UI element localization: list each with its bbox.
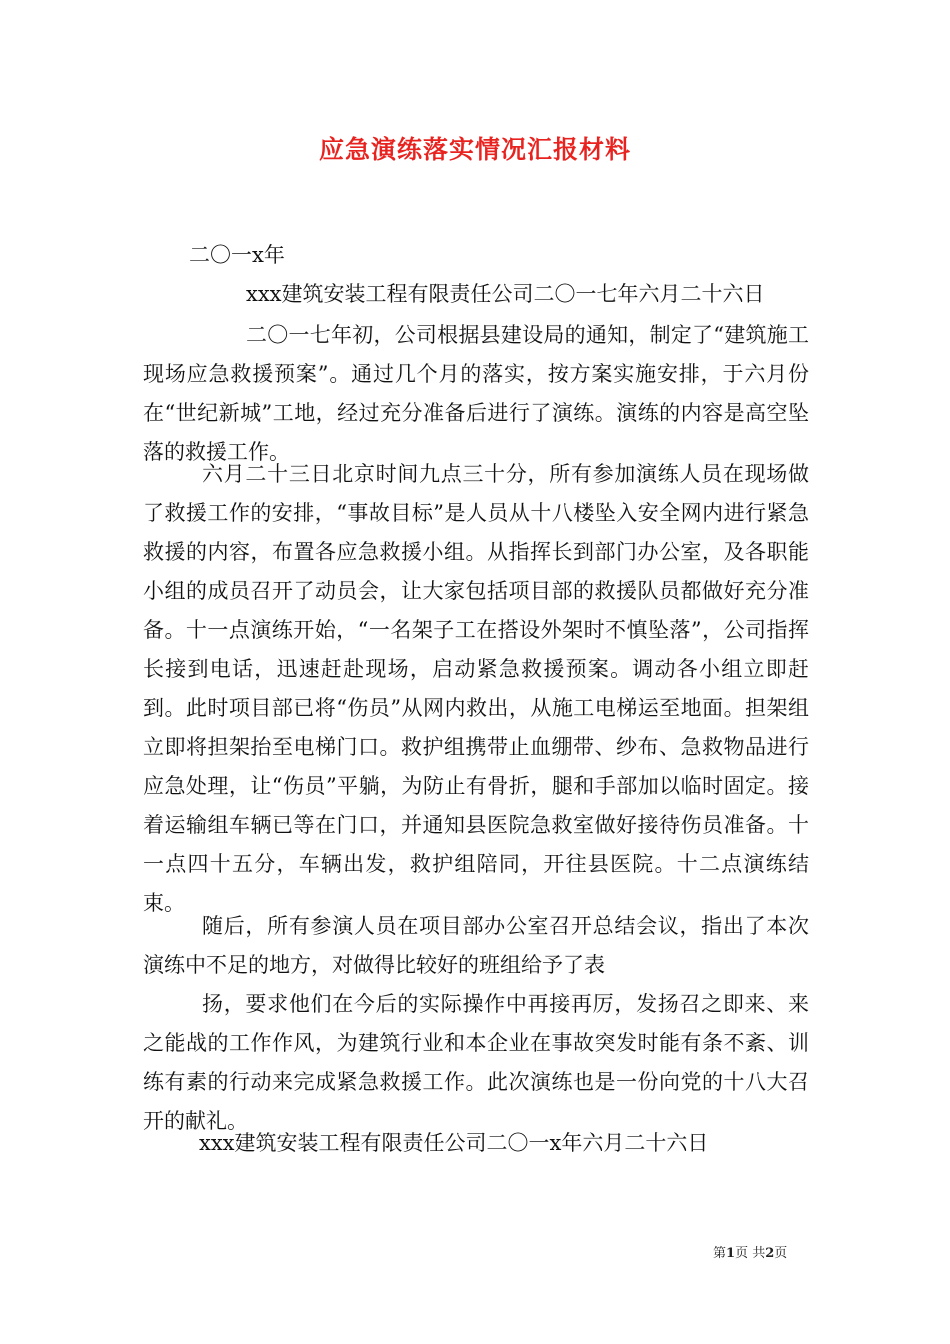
paragraph-summary-part1: 随后，所有参演人员在项目部办公室召开总结会议，指出了本次演练中不足的地方，对做得比较好的班组给予了表 xyxy=(143,914,809,977)
paragraph-intro: 二〇一七年初，公司根据县建设局的通知，制定了“建筑施工现场应急救援预案”。通过几个月的落实，按方案实施安排，于六月份在“世纪新城”工地，经过充分准备后进行了演练。演练的内容是高空坠落的救援工作。 xyxy=(143,323,809,464)
footer-middle: 页 共 xyxy=(735,1246,766,1261)
footer-suffix: 页 xyxy=(774,1246,788,1261)
footer-page-number: 1 xyxy=(726,1246,736,1261)
paragraph-drill-process: 六月二十三日北京时间九点三十分，所有参加演练人员在现场做了救援工作的安排，“事故目标”是人员从十八楼坠入安全网内进行紧急救援的内容，布置各应急救援小组。从指挥长到部门办公室，及各职能小组的成员召开了动员会，让大家包括项目部的救援队员都做好充分准备。十一点演练开始，“一名架子工在搭设外架时不慎坠落”，公司指挥长接到电话，迅速赶赴现场，启动紧急救援预案。调动各小组立即赶到。此时项目部已将“伤员”从网内救出，从施工电梯运至地面。担架组立即将担架抬至电梯门口。救护组携带止血绷带、纱布、急救物品进行应急处理，让“伤员”平躺，为防止有骨折，腿和手部加以临时固定。接着运输组车辆已等在门口，并通知县医院急救室做好接待伤员准备。十一点四十五分，车辆出发，救护组陪同，开往县医院。十二点演练结束。 xyxy=(143,462,809,915)
signature-top: xxx建筑安装工程有限责任公司二〇一七年六月二十六日 xyxy=(246,282,765,306)
page-footer xyxy=(713,1244,787,1264)
year-line: 二〇一x年 xyxy=(189,243,285,267)
paragraph-summary-part2: 扬，要求他们在今后的实际操作中再接再厉，发扬召之即来、来之能战的工作作风，为建筑行业和本企业在事故突发时能有条不紊、训练有素的行动来完成紧急救援工作。此次演练也是一份向党的十八大召开的献礼。 xyxy=(143,992,809,1133)
signature-bottom: xxx建筑安装工程有限责任公司二〇一x年六月二十六日 xyxy=(199,1131,709,1155)
document-title: 应急演练落实情况汇报材料 xyxy=(318,135,631,164)
footer-total-pages: 2 xyxy=(765,1246,775,1261)
footer-prefix: 第 xyxy=(713,1246,727,1261)
